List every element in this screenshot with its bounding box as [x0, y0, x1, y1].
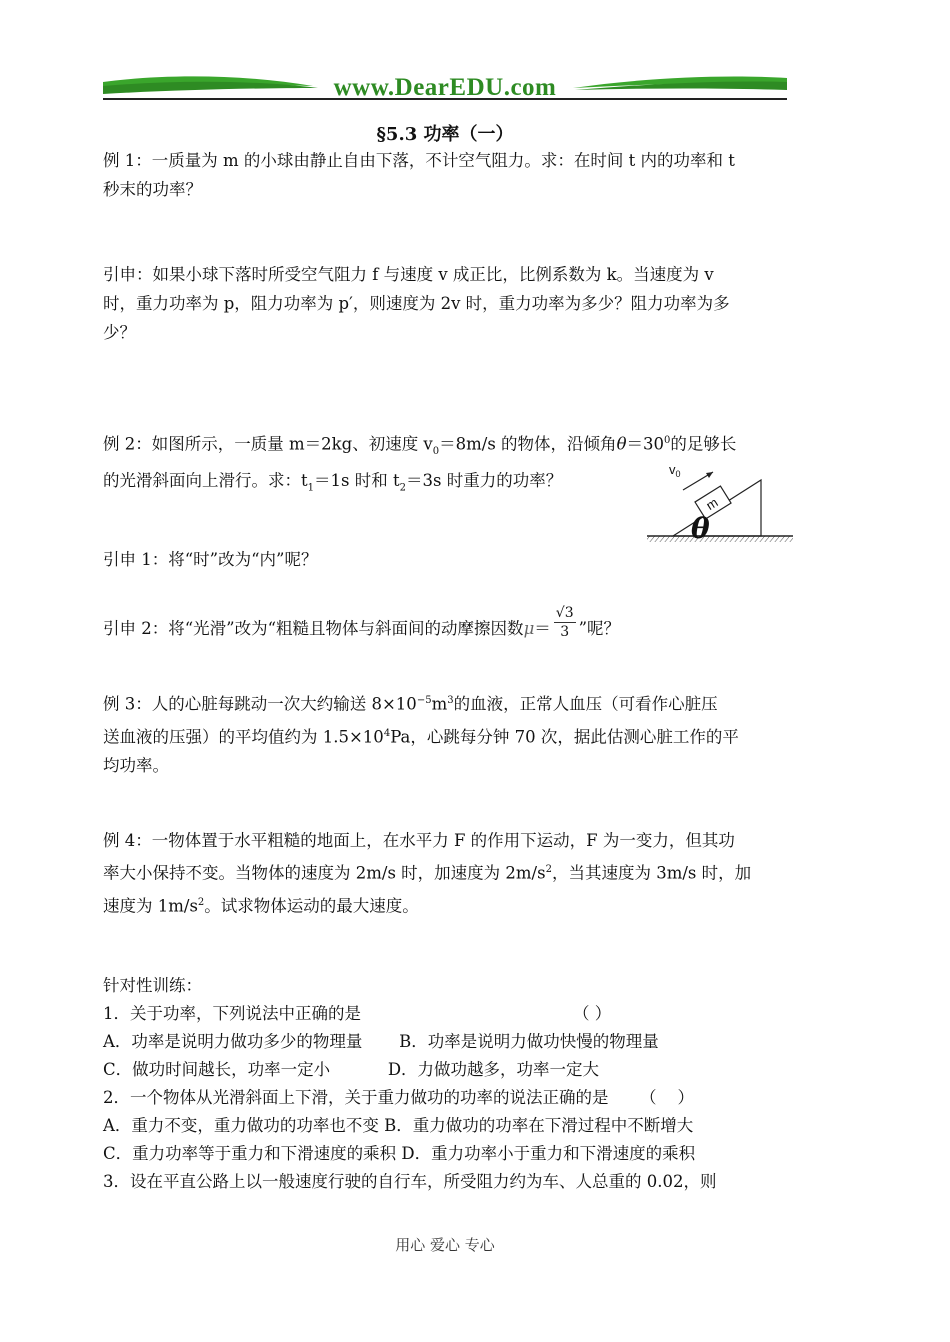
extension-1 [103, 260, 787, 347]
question-1-blank: （ ） [573, 1004, 612, 1023]
page-footer: 用心 爱心 专心 [395, 1236, 495, 1254]
example-4 [103, 826, 787, 920]
incline-figure [645, 458, 795, 548]
question-2-options-cd: C．重力功率等于重力和下滑速度的乘积 D．重力功率小于重力和下滑速度的乘积 [103, 1144, 696, 1163]
example-1-line-1: 例 1：一质量为 m 的小球由静止自由下落，不计空气阻力。求：在时间 t 内的功率和 t [103, 151, 735, 170]
question-3: 3．设在平直公路上以一般速度行驶的自行车，所受阻力约为车、人总重的 0.02，则 [103, 1172, 717, 1191]
example-3-line-3: 均功率。 [103, 756, 169, 775]
example-3-line-1: 例 3：人的心脏每跳动一次大约输送 $8\times 10^{-5}m^3$的血液，正常人血压（可看作心脏压 [103, 694, 718, 714]
angle-label: θ [691, 512, 710, 545]
example-1 [103, 146, 787, 204]
site-logo-text: www.DearEDU.com [333, 74, 557, 101]
extension-1-line-3: 少？ [103, 323, 136, 342]
fraction: $\frac{√3}{3}$ [555, 605, 574, 640]
example-2-line-1: 例 2：如图所示，一质量 m＝2kg、初速度 $v_0=8m/s$ 的物体，沿倾角$\theta=30^0$的足够长 [103, 434, 737, 457]
example-1-line-2: 秒末的功率？ [103, 180, 202, 199]
extension-2-2: 引申 2：将“光滑”改为“粗糙且物体与斜面间的动摩擦因数μ＝ $\frac{√3}{3}$ ”呢？ [103, 605, 621, 640]
svg-text:v0: $v_0$ [669, 462, 681, 479]
header-rule [103, 98, 787, 100]
question-1-options-cd: C．做功时间越长，功率一定小 D．力做功越多，功率一定大 [103, 1060, 600, 1079]
mu-symbol: μ [523, 619, 535, 638]
incline-diagram-icon [645, 458, 795, 548]
example-4-line-1: 例 4：一物体置于水平粗糙的地面上，在水平力 F 的作用下运动，F 为一变力，但其功 [103, 831, 735, 850]
extension-1-line-1: 引申：如果小球下落时所受空气阻力 f 与速度 v 成正比，比例系数为 k。当速度为 v [103, 265, 714, 284]
theta-symbol: θ [616, 434, 627, 454]
example-4-line-3: 速度为 $1m/s^2$。试求物体运动的最大速度。 [103, 896, 419, 915]
example-2-line-2: 的光滑斜面向上滑行。求：$t_1=1s$ 时和 $t_2=3s$ 时重力的功率？ [103, 470, 563, 494]
extension-2-1: 引申 1：将“时”改为“内”呢？ [103, 550, 318, 569]
question-2: 2．一个物体从光滑斜面上下滑，关于重力做功的功率的说法正确的是 （ ） [103, 1088, 694, 1107]
mass-label: m [703, 494, 721, 514]
example-4-line-2: 率大小保持不变。当物体的速度为 2m/s 时，加速度为 $2m/s^2$，当其速度为 3m/s 时，加 [103, 863, 752, 883]
question-2-options-ab: A．重力不变，重力做功的功率也不变 B．重力做功的功率在下滑过程中不断增大 [103, 1116, 694, 1135]
question-1: 1．关于功率，下列说法中正确的是 （ ） [103, 1000, 361, 1024]
example-3-line-2: 送血液的压强）的平均值约为 $1.5\times 10^4Pa$，心跳每分钟 70 次，据此估测心脏工作的平 [103, 727, 739, 746]
page-title: §5.3 功率（一） [376, 124, 514, 145]
training-heading: 针对性训练： [103, 976, 202, 995]
question-1-options-ab: A．功率是说明力做功多少的物理量 B．功率是说明力做功快慢的物理量 [103, 1032, 659, 1051]
extension-1-line-2: 时，重力功率为 p，阻力功率为 p′，则速度为 2v 时，重力功率为多少？阻力功率为多 [103, 294, 730, 313]
example-3 [103, 686, 787, 780]
